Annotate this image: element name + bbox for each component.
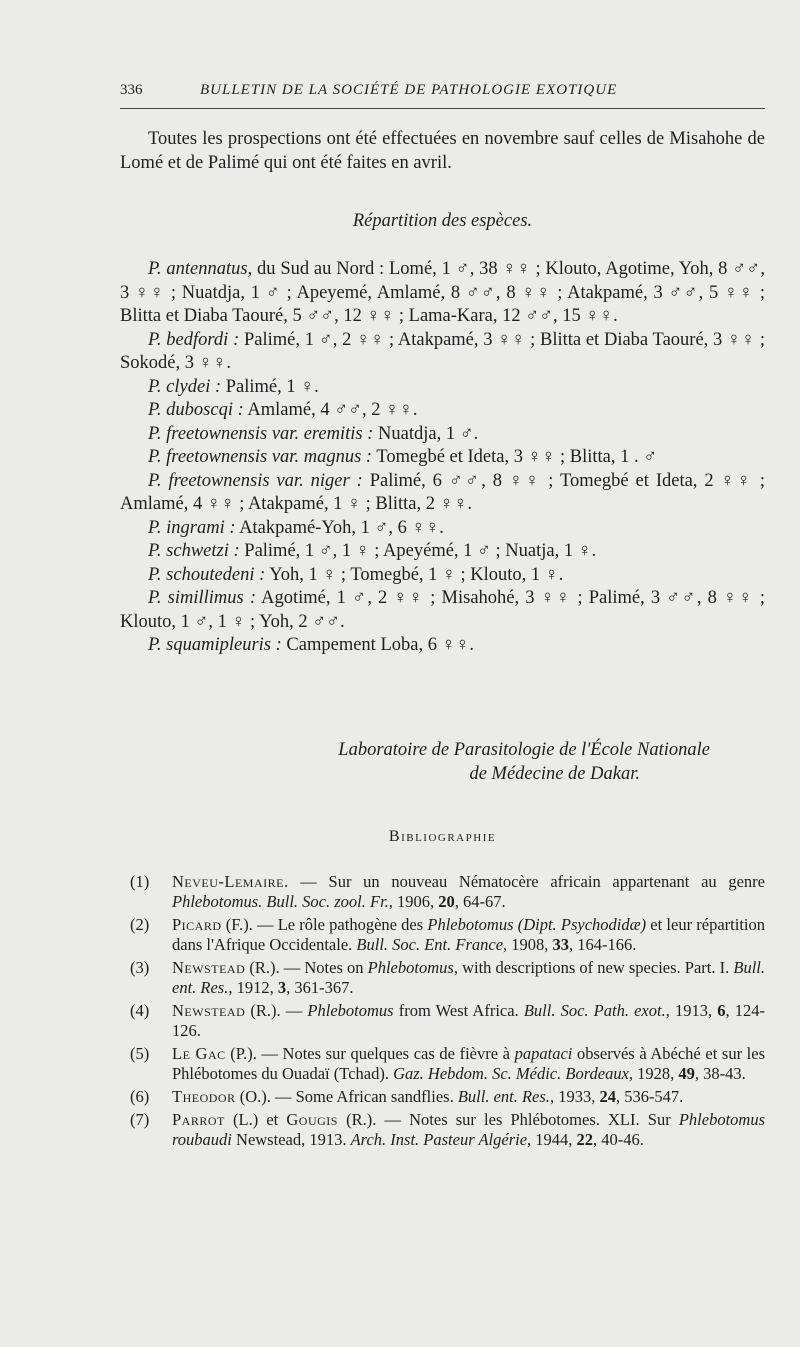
reference-text: Newstead, 1913. [231,1130,351,1149]
species-entry [120,517,765,541]
reference-text: (R.). — [245,1001,308,1020]
reference-entry [130,958,765,998]
species-name: P. schoutedeni : [148,564,266,585]
reference-text: , 1913, [665,1001,718,1020]
reference-text: , 64-67. [454,892,506,911]
species-name: P. squamipleuris : [148,635,282,655]
species-entry [120,329,765,376]
intro-paragraph: Toutes les prospections ont été effectuées en novembre sauf celles de Misahohe de Lomé et de Palimé qui ont été faites en avril. [120,129,765,173]
reference-title: Phlebotomus [367,958,454,977]
reference-author: Parrot [172,1110,225,1129]
species-name: P. simillimus : [148,588,257,608]
reference-volume: 6 [717,1001,726,1020]
running-title: BULLETIN DE LA SOCIÉTÉ DE PATHOLOGIE EXOTIQUE [200,82,618,98]
reference-volume: 3 [277,978,287,997]
reference-entry [130,1044,765,1084]
reference-text: , 536-547. [615,1087,684,1106]
species-localities: Palimé, 1 ♂, 1 ♀ ; Apeyémé, 1 ♂ ; Nuatja, 1 ♀. [239,541,597,561]
reference-entry [130,1087,765,1107]
reference-text: , 361-367. [286,978,354,997]
species-name: P. freetownensis var. magnus : [148,447,373,467]
reference-text: observés à Abéché et sur les Phlébotomes du Ouadaï (Tchad). [172,1044,766,1083]
reference-author: Newstead [172,958,246,977]
species-localities: Amlamé, 4 ♂♂, 2 ♀♀. [243,400,418,420]
reference-entry [130,1110,765,1150]
species-localities: Palimé, 1 ♀. [221,376,319,397]
reference-number: (4) [130,1001,150,1020]
reference-text: , 164-166. [569,935,637,954]
reference-title: Gaz. Hebdom. Sc. Médic. Bordeaux [393,1064,629,1083]
reference-volume: 20 [438,892,455,911]
reference-title: Bull. ent. Res. [457,1087,550,1106]
reference-volume: 33 [552,935,570,954]
reference-text: , 124-126. [172,1001,766,1040]
reference-text: , 1908, [503,935,553,954]
reference-title: Bull. Soc. Path. exot. [523,1001,666,1020]
reference-volume: 22 [576,1130,594,1149]
bibliography-list [130,872,765,1153]
reference-author: Neveu-Lemaire. [172,872,289,891]
species-name: P. ingrami : [148,517,236,538]
reference-title: Phlebotomus. Bull. Soc. zool. Fr. [172,892,389,911]
species-entry [120,376,765,400]
affiliation-line-1: Laboratoire de Parasitologie de l'École Nationale [338,740,710,760]
reference-title: Phlebotomus roubaudi [172,1110,765,1149]
reference-text: — Sur un nouveau Nématocère africain appartenant au genre [288,872,765,891]
reference-author: Gougis [286,1110,338,1129]
reference-title: Phlebotomus (Dipt. Psychodidæ) [427,915,647,934]
reference-author: Le Gac [172,1044,226,1063]
reference-volume: 24 [599,1087,616,1106]
reference-entry [130,872,765,912]
species-entry [120,587,765,634]
species-name: P. antennatus, [148,259,253,279]
reference-text: (P.). — Notes sur quelques cas de fièvre à [225,1044,515,1063]
species-name: P. bedfordi : [148,329,240,350]
species-localities: Atakpamé-Yoh, 1 ♂, 6 ♀♀. [235,517,444,538]
reference-text: (O.). — Some African sandflies. [235,1087,458,1106]
species-entry [120,423,765,447]
bibliography-title: Bibliographie [388,828,497,845]
species-localities: Palimé, 6 ♂♂, 8 ♀♀ ; Tomegbé et Ideta, 2 ♀♀ ; Amlamé, 4 ♀♀ ; Atakpamé, 1 ♀ ; Blitta, 2 ♀♀. [120,470,765,514]
reference-text: (F.). — Le rôle pathogène des [221,915,428,934]
reference-text: , 1912, [228,978,278,997]
reference-text: (L.) et [224,1110,287,1129]
reference-entry [130,915,765,955]
page-number: 336 [120,82,143,98]
reference-title: Bull. ent. Res. [172,958,765,997]
reference-number: (2) [130,915,150,934]
affiliation [120,738,765,786]
reference-text: et leur répartition dans l'Afrique Occidentale. [172,915,765,954]
species-entry [120,446,765,470]
reference-author: Theodor [172,1087,236,1106]
reference-title: Arch. Inst. Pasteur Algérie [350,1130,528,1149]
reference-number: (7) [130,1110,150,1129]
reference-text: (R.). — Notes sur les Phlébotomes. XLI. Sur [337,1110,679,1129]
species-name: P. clydei : [148,376,222,397]
species-localities: Palimé, 1 ♂, 2 ♀♀ ; Atakpamé, 3 ♀♀ ; Blitta et Diaba Taouré, 3 ♀♀ ; Sokodé, 3 ♀♀. [120,329,765,373]
page-header [120,80,765,109]
species-localities: Tomegbé et Ideta, 3 ♀♀ ; Blitta, 1 . ♂ [372,447,658,467]
species-list [120,258,765,658]
species-entry [120,258,765,329]
species-localities: du Sud au Nord : Lomé, 1 ♂, 38 ♀♀ ; Klouto, Agotime, Yoh, 8 ♂♂, 3 ♀♀ ; Nuatdja, 1 ♂ ; Apeyemé, Amlamé, 8 ♂♂, 8 ♀♀ ; Atakpamé, 3 ♂♂, 5 ♀♀ ; Blitta et Diaba Taouré, 5 ♂♂, 12 ♀♀ ; Lama-Kara, 12 ♂♂, 15 ♀♀. [120,259,766,326]
species-name: P. freetownensis var. eremitis : [148,423,374,444]
reference-text: , with descriptions of new species. Part. I. [453,958,734,977]
species-entry [120,399,765,423]
reference-text: , 40-46. [593,1130,644,1149]
reference-title: Phlebotomus [307,1001,394,1020]
species-entry [120,540,765,564]
species-localities: Nuatdja, 1 ♂. [373,423,479,444]
section-title: Répartition des espèces. [352,211,533,231]
reference-number: (6) [130,1087,150,1106]
species-localities: Yoh, 1 ♀ ; Tomegbé, 1 ♀ ; Klouto, 1 ♀. [265,564,564,585]
reference-text: , 1906, [388,892,439,911]
reference-text: , 38-43. [694,1064,746,1083]
reference-volume: 49 [678,1064,695,1083]
reference-title: papataci [514,1044,573,1063]
species-name: P. freetownensis var. niger : [148,470,363,491]
species-name: P. duboscqi : [148,400,244,420]
reference-author: Picard [172,915,222,934]
reference-text: from West Africa. [393,1001,524,1020]
reference-number: (3) [130,958,150,977]
reference-text: , 1933, [549,1087,600,1106]
reference-text: (R.). — Notes on [245,958,368,977]
reference-entry [130,1001,765,1041]
reference-text: , 1944, [527,1130,577,1149]
species-entry [120,634,765,658]
species-localities: Campement Loba, 6 ♀♀. [281,635,474,655]
species-entry [120,470,765,517]
reference-text: , 1928, [628,1064,679,1083]
reference-title: Bull. Soc. Ent. France [356,935,504,954]
reference-number: (5) [130,1044,150,1063]
affiliation-line-2: de Médecine de Dakar. [469,764,640,784]
species-localities: Agotimé, 1 ♂, 2 ♀♀ ; Misahohé, 3 ♀♀ ; Palimé, 3 ♂♂, 8 ♀♀ ; Klouto, 1 ♂, 1 ♀ ; Yoh, 2 ♂♂. [120,588,766,632]
reference-number: (1) [130,872,150,891]
species-name: P. schwetzi : [148,541,240,561]
species-entry [120,564,765,588]
reference-author: Newstead [172,1001,246,1020]
